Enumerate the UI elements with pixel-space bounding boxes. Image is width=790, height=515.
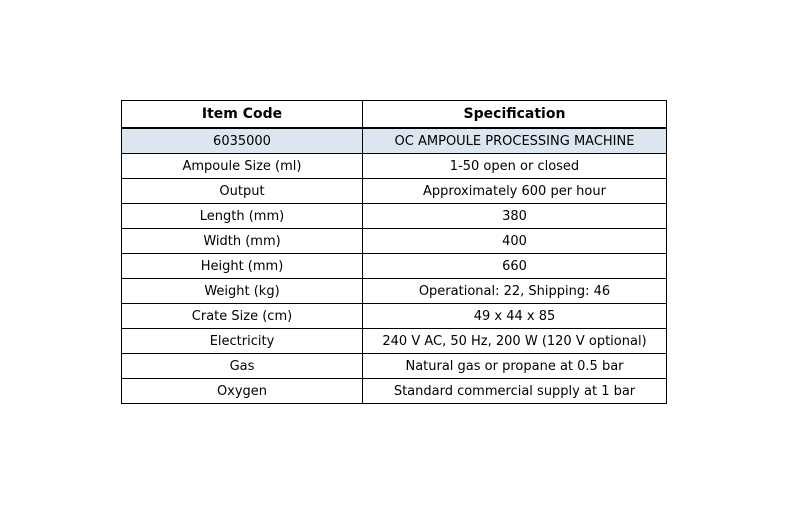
row-value: Approximately 600 per hour — [363, 179, 667, 204]
row-label: Width (mm) — [122, 229, 363, 254]
row-label: Output — [122, 179, 363, 204]
row-label: Weight (kg) — [122, 279, 363, 304]
header-row — [122, 101, 667, 129]
row-label: Oxygen — [122, 379, 363, 404]
row-value: OC AMPOULE PROCESSING MACHINE — [363, 128, 667, 154]
row-label: Crate Size (cm) — [122, 304, 363, 329]
row-label: Electricity — [122, 329, 363, 354]
table-row — [122, 254, 667, 279]
table-row — [122, 279, 667, 304]
row-value: Natural gas or propane at 0.5 bar — [363, 354, 667, 379]
row-value: Operational: 22, Shipping: 46 — [363, 279, 667, 304]
table-row — [122, 204, 667, 229]
table-body — [122, 128, 667, 404]
table-row — [122, 128, 667, 154]
table-row — [122, 379, 667, 404]
table-row — [122, 229, 667, 254]
table-header — [122, 101, 667, 129]
row-value: 1-50 open or closed — [363, 154, 667, 179]
row-label: 6035000 — [122, 128, 363, 154]
row-value: 240 V AC, 50 Hz, 200 W (120 V optional) — [363, 329, 667, 354]
row-value: 49 x 44 x 85 — [363, 304, 667, 329]
table-row — [122, 154, 667, 179]
row-label: Length (mm) — [122, 204, 363, 229]
row-value: Standard commercial supply at 1 bar — [363, 379, 667, 404]
specification-table — [121, 100, 667, 404]
row-label: Height (mm) — [122, 254, 363, 279]
table-row — [122, 179, 667, 204]
table-row — [122, 304, 667, 329]
table-row — [122, 354, 667, 379]
row-value: 660 — [363, 254, 667, 279]
header-specification: Specification — [363, 101, 667, 129]
table-row — [122, 329, 667, 354]
row-label: Gas — [122, 354, 363, 379]
row-label: Ampoule Size (ml) — [122, 154, 363, 179]
header-item-code: Item Code — [122, 101, 363, 129]
row-value: 400 — [363, 229, 667, 254]
row-value: 380 — [363, 204, 667, 229]
